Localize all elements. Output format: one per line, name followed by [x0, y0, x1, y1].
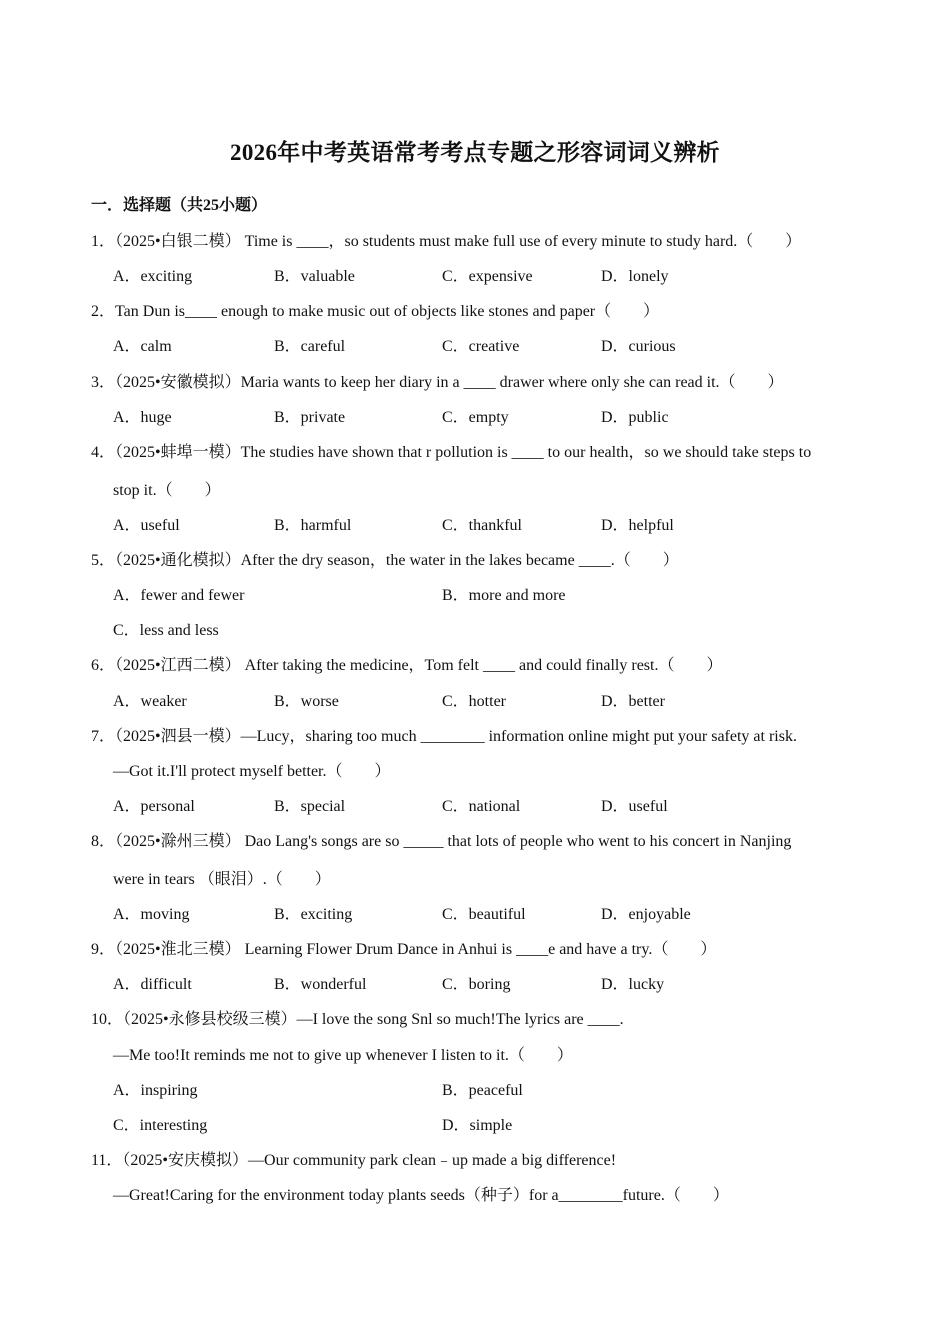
question-2-option-d[interactable]: D．curious — [601, 338, 676, 355]
question-4-option-c[interactable]: C．thankful — [442, 517, 522, 534]
question-2-option-b[interactable]: B．careful — [274, 338, 346, 355]
question-3-option-d[interactable]: D．public — [601, 409, 669, 426]
section-heading: 一．选择题（共25小题） — [91, 197, 268, 214]
question-10-stem-continued: —Me too!It reminds me not to give up whenever I listen to it.（ ） — [113, 1047, 573, 1064]
question-10-option-a[interactable]: A．inspiring — [113, 1082, 198, 1099]
question-5-stem: 5．（2025•通化模拟）After the dry season，the water in the lakes became ____.（ ） — [91, 552, 679, 569]
question-2-stem: 2．Tan Dun is____ enough to make music out of objects like stones and paper（ ） — [91, 303, 660, 320]
question-9-option-b[interactable]: B．wonderful — [274, 976, 367, 993]
question-8-option-c[interactable]: C．beautiful — [442, 906, 526, 923]
question-1-option-d[interactable]: D．lonely — [601, 268, 669, 285]
question-4-option-a[interactable]: A．useful — [113, 517, 180, 534]
question-1-option-a[interactable]: A．exciting — [113, 268, 193, 285]
question-9-option-d[interactable]: D．lucky — [601, 976, 665, 993]
question-7-option-c[interactable]: C．national — [442, 798, 521, 815]
question-3-option-b[interactable]: B．private — [274, 409, 346, 426]
question-3-option-a[interactable]: A．huge — [113, 409, 172, 426]
question-4-option-d[interactable]: D．helpful — [601, 517, 674, 534]
document-title: 2026年中考英语常考考点专题之形容词词义辨析 — [230, 140, 720, 165]
question-9-stem: 9．（2025•淮北三模） Learning Flower Drum Dance in Anhui is ____e and have a try.（ ） — [91, 941, 717, 958]
question-1-stem: 1．（2025•白银二模） Time is ____，so students must make full use of every minute to study hard.（ ） — [91, 233, 802, 250]
question-5-option-c[interactable]: C．less and less — [113, 622, 219, 639]
question-1-option-b[interactable]: B．valuable — [274, 268, 355, 285]
question-4-stem: 4．（2025•蚌埠一模）The studies have shown that r pollution is ____ to our health，so we should take steps to — [91, 444, 812, 461]
question-11-stem: 11．（2025•安庆模拟）—Our community park clean﹣up made a big difference! — [91, 1152, 617, 1169]
question-6-option-b[interactable]: B．worse — [274, 693, 339, 710]
question-6-option-c[interactable]: C．hotter — [442, 693, 506, 710]
question-5-option-a[interactable]: A．fewer and fewer — [113, 587, 245, 604]
question-6-option-d[interactable]: D．better — [601, 693, 665, 710]
question-3-option-c[interactable]: C．empty — [442, 409, 509, 426]
question-10-option-c[interactable]: C．interesting — [113, 1117, 208, 1134]
question-9-option-a[interactable]: A．difficult — [113, 976, 192, 993]
question-2-option-c[interactable]: C．creative — [442, 338, 520, 355]
question-4-stem-continued: stop it.（ ） — [113, 482, 221, 499]
question-10-option-b[interactable]: B．peaceful — [442, 1082, 523, 1099]
question-1-option-c[interactable]: C．expensive — [442, 268, 533, 285]
question-3-stem: 3．（2025•安徽模拟）Maria wants to keep her diary in a ____ drawer where only she can read it.（ ） — [91, 374, 784, 391]
question-4-option-b[interactable]: B．harmful — [274, 517, 352, 534]
question-7-option-a[interactable]: A．personal — [113, 798, 195, 815]
question-5-option-b[interactable]: B．more and more — [442, 587, 566, 604]
question-7-option-d[interactable]: D．useful — [601, 798, 668, 815]
question-7-stem: 7．（2025•泗县一模）—Lucy，sharing too much ________ information online might put your safety at risk. — [91, 728, 797, 745]
question-2-option-a[interactable]: A．calm — [113, 338, 172, 355]
question-8-option-a[interactable]: A．moving — [113, 906, 190, 923]
question-10-stem: 10．（2025•永修县校级三模）—I love the song Snl so much!The lyrics are ____. — [91, 1011, 624, 1028]
question-7-stem-continued: —Got it.I'll protect myself better.（ ） — [113, 763, 391, 780]
question-9-option-c[interactable]: C．boring — [442, 976, 511, 993]
question-7-option-b[interactable]: B．special — [274, 798, 346, 815]
question-8-stem: 8．（2025•滁州三模） Dao Lang's songs are so _____ that lots of people who went to his concert in Nanjing — [91, 833, 792, 850]
question-11-stem-continued: —Great!Caring for the environment today plants seeds（种子）for a________future.（ ） — [113, 1187, 729, 1204]
question-8-option-b[interactable]: B．exciting — [274, 906, 353, 923]
question-8-option-d[interactable]: D．enjoyable — [601, 906, 691, 923]
question-8-stem-continued: were in tears （眼泪）.（ ） — [113, 871, 331, 888]
question-6-stem: 6．（2025•江西二模） After taking the medicine，Tom felt ____ and could finally rest.（ ） — [91, 657, 723, 674]
question-10-option-d[interactable]: D．simple — [442, 1117, 513, 1134]
question-6-option-a[interactable]: A．weaker — [113, 693, 187, 710]
